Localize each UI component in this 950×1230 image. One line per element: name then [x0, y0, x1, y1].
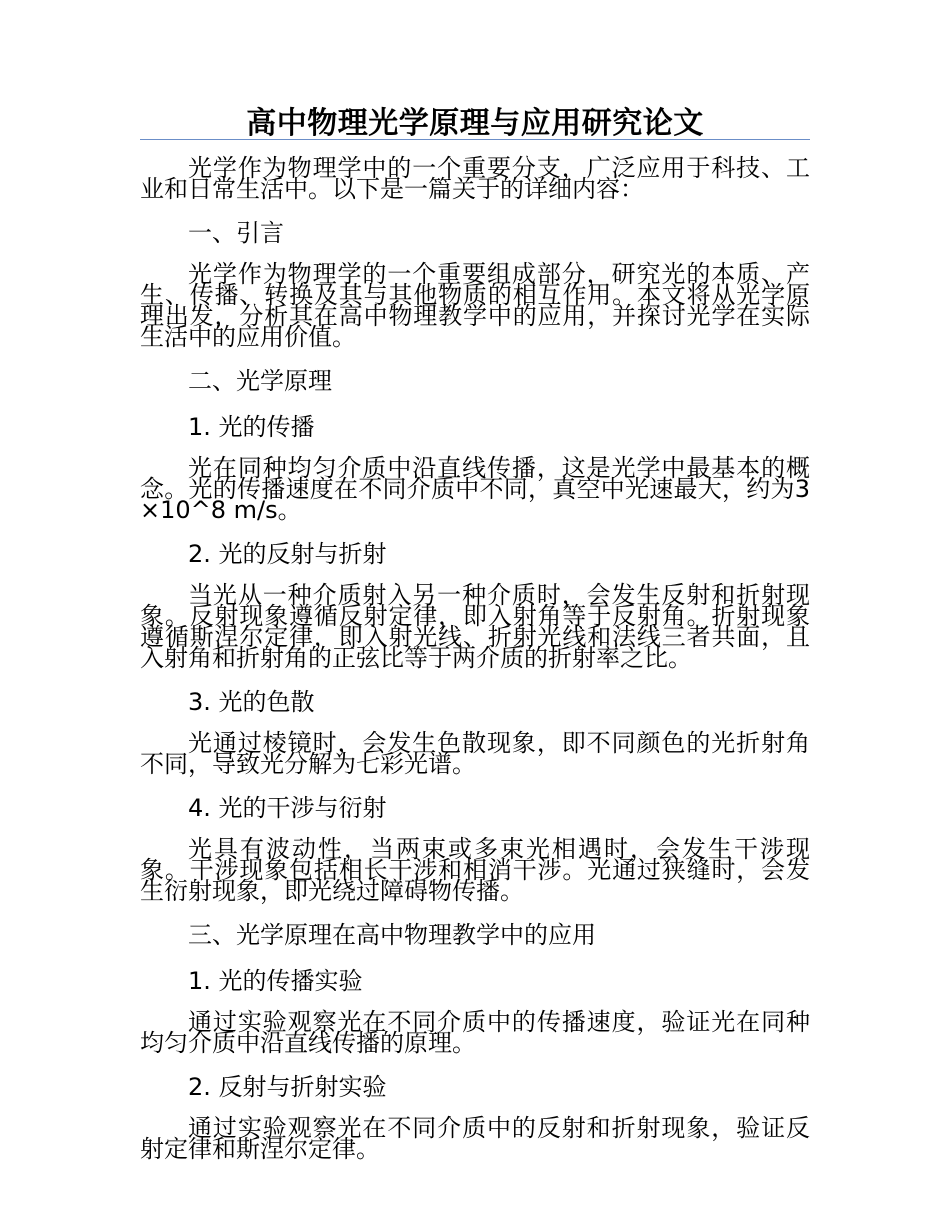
interference-diffraction-paragraph: 光具有波动性，当两束或多束光相遇时，会发生干涉现象。干涉现象包括相长干涉和相消干涉。光通过狭缝时，会发生衍射现象，即光绕过障碍物传播。: [140, 835, 810, 905]
subheading-interference-diffraction: 4. 光的干涉与衍射: [188, 794, 387, 822]
subheading-light-propagation: 1. 光的传播: [188, 413, 315, 441]
section-heading-introduction: 一、引言: [188, 219, 284, 247]
title-underline: [140, 139, 810, 140]
introduction-paragraph: 光学作为物理学的一个重要组成部分，研究光的本质、产生、传播、转换及其与其他物质的相互作用。本文将从光学原理出发，分析其在高中物理教学中的应用，并探讨光学在实际生活中的应用价值。: [140, 260, 810, 351]
document-title: 高中物理光学原理与应用研究论文: [246, 106, 704, 141]
reflection-refraction-experiment-paragraph: 通过实验观察光在不同介质中的反射和折射现象，验证反射定律和斯涅尔定律。: [140, 1114, 810, 1163]
reflection-refraction-paragraph: 当光从一种介质射入另一种介质时，会发生反射和折射现象。反射现象遵循反射定律，即入射角等于反射角。折射现象遵循斯涅尔定律，即入射光线、折射光线和法线三者共面，且入射角和折射角的正弦比等于两介质的折射率之比。: [140, 581, 810, 672]
light-propagation-paragraph: 光在同种均匀介质中沿直线传播，这是光学中最基本的概念。光的传播速度在不同介质中不同，真空中光速最大，约为3×10^8 m/s。: [140, 454, 810, 524]
section-heading-teaching-applications: 三、光学原理在高中物理教学中的应用: [188, 921, 596, 949]
dispersion-paragraph: 光通过棱镜时，会发生色散现象，即不同颜色的光折射角不同，导致光分解为七彩光谱。: [140, 729, 810, 778]
subheading-reflection-refraction-experiment: 2. 反射与折射实验: [188, 1073, 387, 1101]
subheading-reflection-refraction: 2. 光的反射与折射: [188, 540, 387, 568]
subheading-dispersion: 3. 光的色散: [188, 688, 315, 716]
subheading-propagation-experiment: 1. 光的传播实验: [188, 967, 363, 995]
section-heading-optical-principles: 二、光学原理: [188, 367, 332, 395]
document-body: [140, 154, 810, 1178]
intro-paragraph: 光学作为物理学中的一个重要分支，广泛应用于科技、工业和日常生活中。以下是一篇关于的详细内容：: [140, 154, 810, 203]
propagation-experiment-paragraph: 通过实验观察光在不同介质中的传播速度，验证光在同种均匀介质中沿直线传播的原理。: [140, 1008, 810, 1057]
